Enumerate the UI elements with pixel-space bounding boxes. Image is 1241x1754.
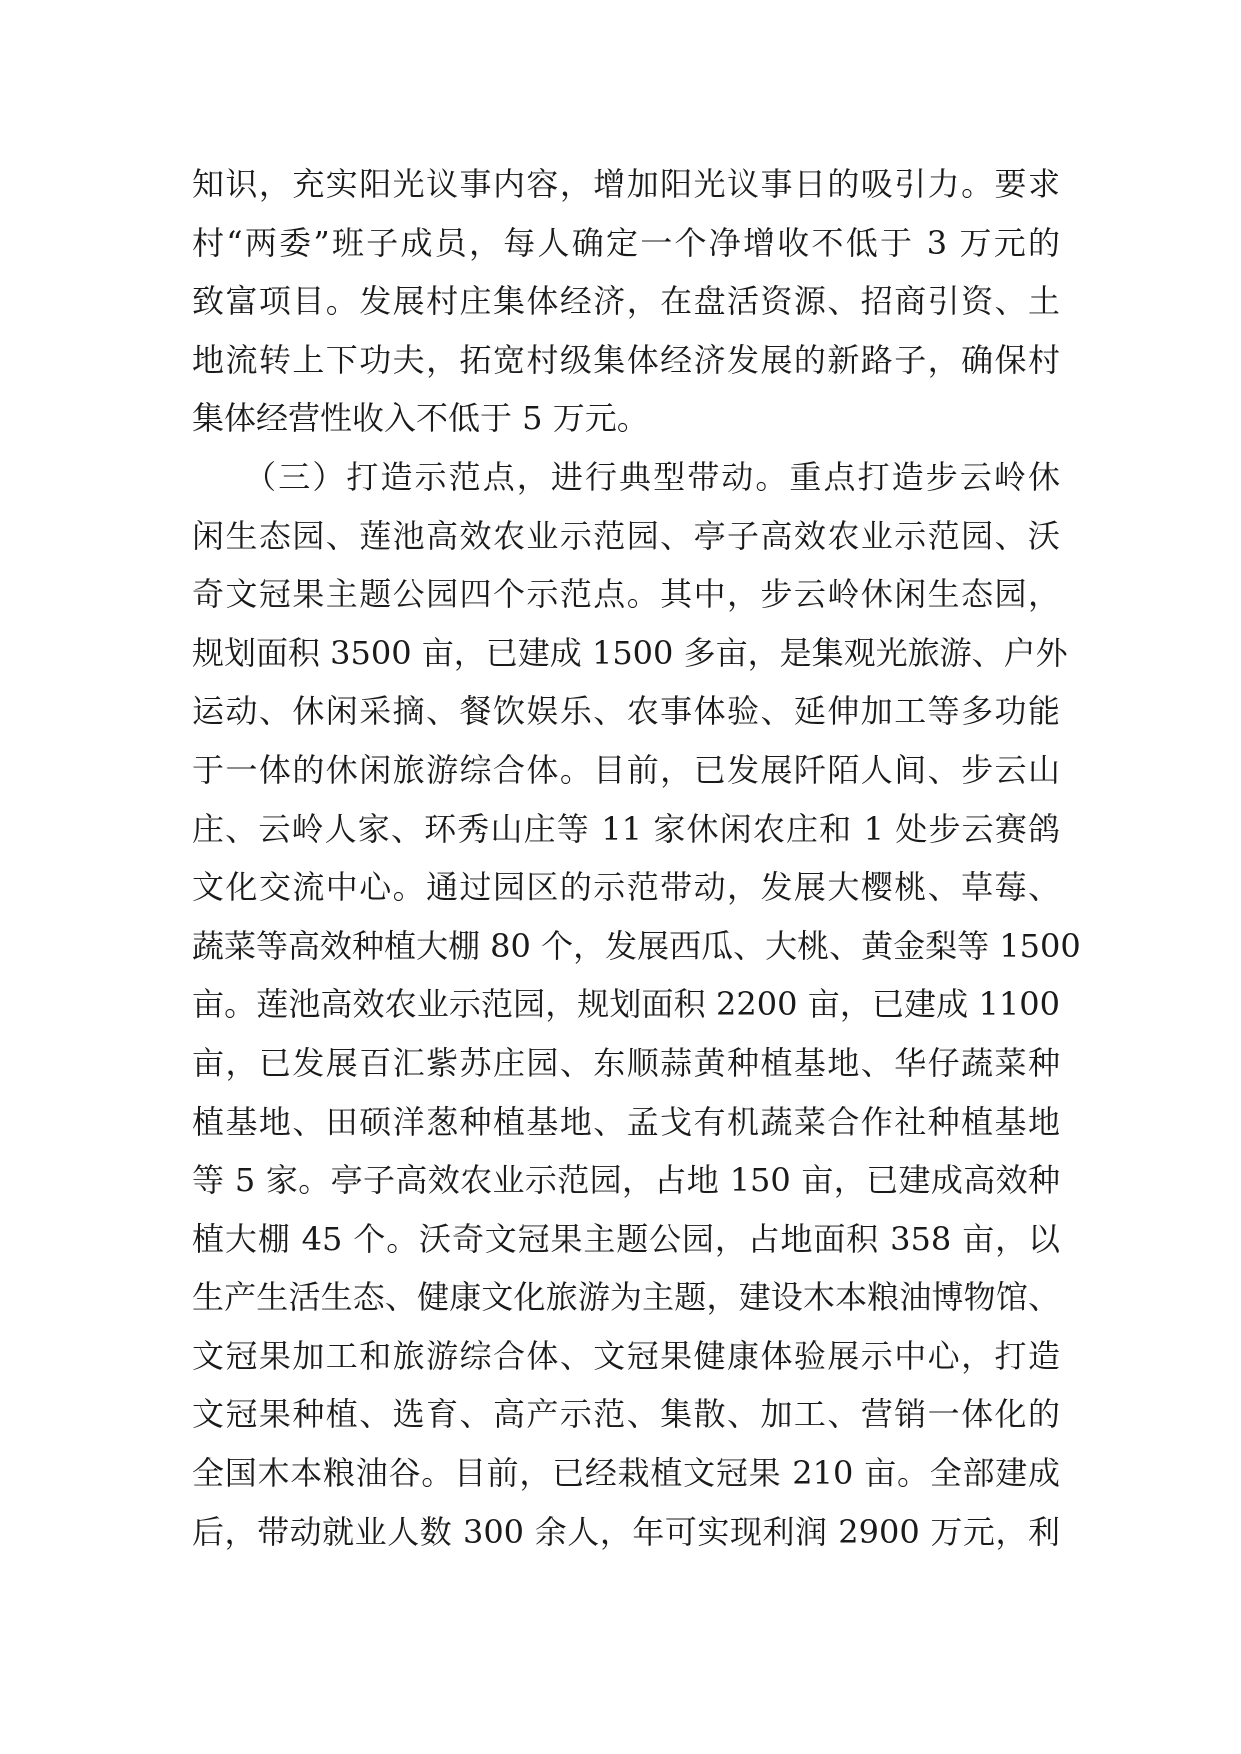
text-line: 地流转上下功夫，拓宽村级集体经济发展的新路子，确保村: [192, 340, 1060, 379]
text-line: 全国木本粮油谷。目前，已经栽植文冠果 210 亩。全部建成: [192, 1454, 1060, 1493]
text-line: 蔬菜等高效种植大棚 80 个，发展西瓜、大桃、黄金梨等 1500: [192, 926, 1081, 965]
text-line: 闲生态园、莲池高效农业示范园、亭子高效农业示范园、沃: [192, 516, 1060, 555]
text-line: 奇文冠果主题公园四个示范点。其中，步云岭休闲生态园，: [192, 575, 1060, 614]
text-line: 庄、云岭人家、环秀山庄等 11 家休闲农庄和 1 处步云赛鸽: [192, 809, 1060, 848]
text-line: 植基地、田硕洋葱种植基地、孟戈有机蔬菜合作社种植基地: [192, 1102, 1060, 1141]
text-line: 集体经营性收入不低于 5 万元。: [192, 399, 649, 438]
text-line: 文冠果加工和旅游综合体、文冠果健康体验展示中心，打造: [192, 1336, 1060, 1375]
text-line: 亩。莲池高效农业示范园，规划面积 2200 亩，已建成 1100: [192, 985, 1060, 1024]
text-line: 生产生活生态、健康文化旅游为主题，建设木本粮油博物馆、: [192, 1278, 1060, 1317]
text-line: 知识，充实阳光议事内容，增加阳光议事日的吸引力。要求: [192, 165, 1060, 203]
text-line: 文冠果种植、选育、高产示范、集散、加工、营销一体化的: [192, 1395, 1060, 1434]
text-line: 植大棚 45 个。沃奇文冠果主题公园，占地面积 358 亩，以: [192, 1219, 1060, 1258]
text-line: 致富项目。发展村庄集体经济，在盘活资源、招商引资、土: [192, 282, 1060, 321]
text-line: 亩，已发展百汇紫苏庄园、东顺蒜黄种植基地、华仔蔬菜种: [192, 1043, 1060, 1082]
text-line: 文化交流中心。通过园区的示范带动，发展大樱桃、草莓、: [192, 868, 1060, 907]
body-text: [192, 155, 1081, 1561]
text-line: 后，带动就业人数 300 余人，年可实现利润 2900 万元，利: [192, 1512, 1060, 1551]
text-line: 村“两委”班子成员，每人确定一个净增收不低于 3 万元的: [192, 223, 1060, 262]
text-line: 运动、休闲采摘、餐饮娱乐、农事体验、延伸加工等多功能: [192, 692, 1060, 731]
text-line: （三）打造示范点，进行典型带动。重点打造步云岭休: [192, 457, 1060, 496]
text-line: 规划面积 3500 亩，已建成 1500 多亩，是集观光旅游、户外: [192, 633, 1068, 672]
text-line: 等 5 家。亭子高效农业示范园，占地 150 亩，已建成高效种: [192, 1161, 1060, 1200]
text-line: 于一体的休闲旅游综合体。目前，已发展阡陌人间、步云山: [192, 750, 1060, 789]
